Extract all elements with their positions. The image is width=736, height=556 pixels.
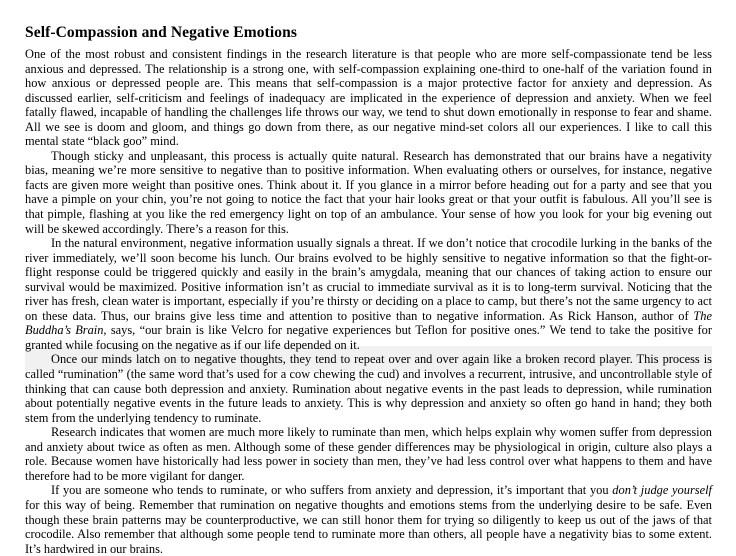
paragraph-5: Research indicates that women are much more likely to ruminate than men, which helps explain why women suffer from depression and anxiety about twice as often as men. Although some of these gender differences may be physiological in origin, culture also plays a role. Because women have historically had less power in society than men, they’ve had less control over what happens to them and have therefore had to be more vigilant for danger. xyxy=(25,425,712,483)
paragraph-2: Though sticky and unpleasant, this process is actually quite natural. Research has demonstrated that our brains have a negativity bias, meaning we’re more sensitive to negative than to positive information. When evaluating others or ourselves, for instance, negative facts are given more weight than positive ones. Think about it. If you glance in a mirror before heading out for a party and see that you have a pimple on your chin, you’re not going to notice the fact that your hair looks great or that your outfit is fabulous. All you’ll see is that pimple, flashing at you like the red emergency light on top of an ambulance. Your sense of how you look for your big evening out will be skewed accordingly. There’s a reason for this. xyxy=(25,148,712,236)
document-body xyxy=(25,47,712,556)
italic-run: The Buddha’s Brain, xyxy=(25,308,712,338)
page-title: Self-Compassion and Negative Emotions xyxy=(25,24,297,42)
paragraph-6: If you are someone who tends to ruminate, or who suffers from anxiety and depression, it’s important that you don’t judge yourself for this way of being. Remember that rumination on negative thoughts and emotions stems from the underlying desire to be safe. Even though these brain patterns may be counterproductive, we can still honor them for trying so diligently to keep us out of the jaws of that crocodile. Also remember that although some people tend to ruminate more than others, all people have a negativity bias to some extent. It’s hardwired in our brains. xyxy=(25,483,712,556)
paragraph-3: In the natural environment, negative information usually signals a threat. If we don’t notice that crocodile lurking in the banks of the river immediately, we’ll soon become his lunch. Our brains evolved to be highly sensitive to negative information so that the fight-or-flight response could be triggered quickly and easily in the brain’s amygdala, meaning that our chances of taking action to ensure our survival would be maximized. Positive information isn’t as crucial to immediate survival as it is to long-term survival. Noticing that the river has fresh, clean water is important, especially if you’re thirsty or deciding on a place to camp, but there’s not the same urgency to act on these data. Thus, our brains give less time and attention to positive than to negative information. As Rick Hanson, author of The Buddha’s Brain, says, “our brain is like Velcro for negative experiences but Teflon for positive ones.” We tend to take the positive for granted while focusing on the negative as if our life depended on it. xyxy=(25,236,712,352)
paragraph-4: Once our minds latch on to negative thoughts, they tend to repeat over and over again like a broken record player. This process is called “rumination” (the same word that’s used for a cow chewing the cud) and involves a recurrent, intrusive, and uncontrollable style of thinking that can cause both depression and anxiety. Rumination about negative events in the past leads to depression, while rumination about potentially negative events in the future leads to anxiety. This is why depression and anxiety so often go hand in hand; they both stem from the underlying tendency to ruminate. xyxy=(25,352,712,425)
italic-run: don’t judge yourself xyxy=(612,483,712,498)
paragraph-1: One of the most robust and consistent findings in the research literature is that people who are more self-compassionate tend be less anxious and depressed. The relationship is a strong one, with self-compassion explaining one-third to one-half of the variation found in how anxious or depressed people are. This means that self-compassion is a major protective factor for anxiety and depression. As discussed earlier, self-criticism and feelings of inadequacy are implicated in the experience of depression and anxiety. When we feel fatally flawed, incapable of handling the challenges life throws our way, we tend to shut down emotionally in response to fear and shame. All we see is doom and gloom, and things go down from there, as our negative mind-set colors all our experiences. I like to call this mental state “black goo” mind. xyxy=(25,47,712,149)
